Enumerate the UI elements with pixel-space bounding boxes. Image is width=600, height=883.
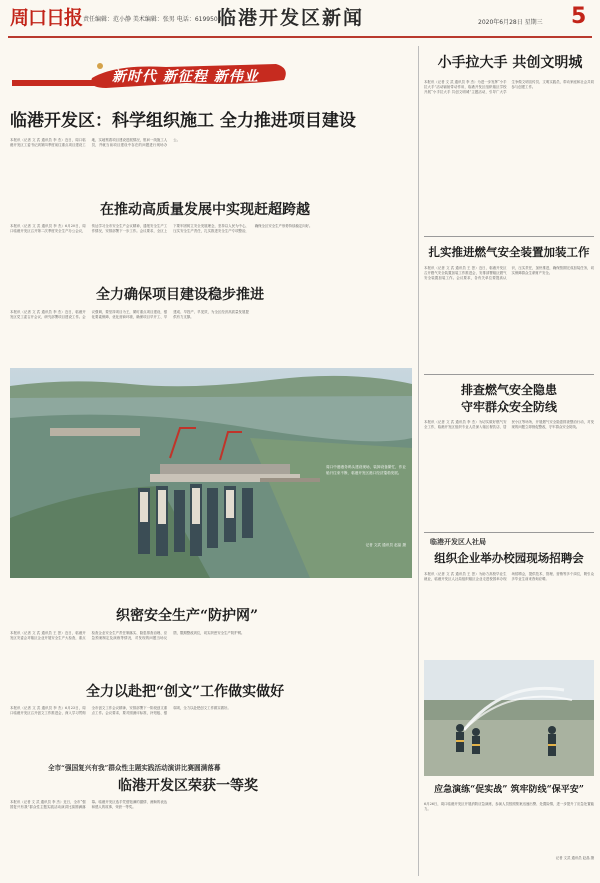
fire-drill-illustration	[424, 660, 594, 776]
section-title: 临港开发区新闻	[217, 7, 365, 29]
port-photo	[10, 368, 412, 578]
banner-red-tab	[12, 80, 108, 86]
article-5-headline: 临港开发区荣获一等奖	[118, 778, 258, 794]
article-1-body: 本报讯（记者 文 武 通讯员 李 杰）6月20日，周口临港开发区召开第二次季度安全生产办公会议，传达学习全市安全生产会议精神，通报安全生产工作情况，安排部署下一步工作。会议要求，全区上下要牢固树立安全发展理念，坚持以人民为中心，压实安全生产责任，扎实推进安全生产专项整治，确保全区安全生产形势持续稳定向好。	[10, 224, 313, 233]
right-2-headline: 扎实推进燃气安全装置加装工作	[428, 245, 590, 259]
right-4-kicker: 临港开发区人社局	[430, 537, 486, 546]
article-1-headline: 在推动高质量发展中实现赶超跨越	[100, 202, 310, 218]
right-4-headline: 组织企业举办校园现场招聘会	[434, 551, 584, 565]
masthead-meta: 责任编辑：范小静 美术编辑：张男 电话：6199503	[83, 16, 222, 23]
article-5-kicker: 全市“强国复兴有我”群众性主题实践活动演讲比赛圆满落幕	[48, 764, 221, 772]
article-2-headline: 全力确保项目建设稳步推进	[96, 287, 264, 303]
masthead-rule	[8, 36, 592, 38]
slogan-banner	[86, 58, 292, 92]
right-3-body: 本报讯（记者 文 武 通讯员 李 杰）为切实做好燃气安全工作，临港开发区组织专业人员深入辖区餐饮店、居民小区等场所，开展燃气安全隐患排查整治行动，对发现的问题立即督促整改，守牢群众安全防线。	[424, 420, 594, 429]
photo-caption: 周口中港港务码头建设现场，装卸设备繁忙，作业船只往来不断，临港开发区港口经济蓬勃发展。	[326, 465, 406, 475]
right-photo-credit: 记者 文武 通讯员 赵晶 摄	[555, 856, 594, 860]
masthead-logo: 周口日报	[10, 7, 83, 29]
right-photo-body: 6月26日，周口临港开发区开展消防应急演练，参演人员按照预案迅速出警、处置险情，进一步提升了应急处置能力。	[424, 802, 594, 811]
issue-date: 2020年6月28日 星期三	[478, 19, 543, 26]
lead-headline: 临港开发区：科学组织施工 全力推进项目建设	[10, 111, 356, 131]
right-3-headline: 排查燃气安全隐患 守牢群众安全防线	[460, 383, 557, 414]
page-number: 5	[571, 4, 587, 29]
right-4-body: 本报讯（记者 文 武 通讯员 王 荟）为助力高校毕业生就业，临港开发区人社局组织辖区企业走进校园举办现场招聘会，提供技术、管理、营销等多个岗位，吸引众多毕业生前来咨询应聘。	[424, 572, 594, 581]
right-rule-3	[424, 532, 594, 533]
article-4-body: 本报讯（记者 文 武 通讯员 李 杰）6月23日，周口临港开发区召开创文工作推进会，深入学习贯彻全市创文工作会议精神，安排部署下一阶段创文重点工作。会议要求，要对照测评标准，补短板、强弱项，全力以赴把创文工作做实做好。	[10, 706, 231, 715]
right-photo-caption: 应急演练“促实战” 筑牢防线“保平安”	[434, 785, 584, 795]
lead-body: 本报讯（记者 文 武 通讯员 李 杰）近日，周口临港开发区工委书记到第四季度前往重点项目建设工地，实地察看项目建设进展情况，慰问一线施工人员，并就当前项目建设中存在的问题进行现场办公。	[10, 138, 180, 147]
right-rule-2	[424, 374, 594, 375]
article-2-body: 本报讯（记者 文 武 通讯员 李 杰）近日，临港开发区党工委召开会议，研究部署项目建设工作。会议强调，要坚持项目为王，紧盯重点项目建设，强化要素保障，优化营商环境，确保项目早开工、早建成、早投产、早见效，为全区经济高质量发展提供有力支撑。	[10, 310, 249, 319]
article-5-body: 本报讯（记者 文 武 通讯员 李 杰）近日，全市“强国复兴有我”群众性主题实践活动演讲比赛圆满落幕。临港开发区选手凭借饱满的激情、流畅的表达和感人的故事，荣获一等奖。	[10, 800, 168, 809]
photo-caption-box	[326, 464, 406, 564]
article-4-headline: 全力以赴把“创文”工作做实做好	[86, 684, 285, 700]
column-divider	[418, 46, 419, 876]
right-1-body: 本报讯（记者 文 武 通讯员 李 杰）为进一步发挥“小手拉大手”活动辐射带动作用，临港开发区组织辖区学校开展“小手拉大手 共创文明城”主题活动，引导广大学生争做文明宣传员、文明实践员，带动家庭和社会共同参与创建工作。	[424, 80, 594, 94]
photo-credit: 记者 文武 通讯员 赵晶 摄	[365, 543, 406, 547]
drill-photo	[424, 660, 594, 776]
slogan-text: 新时代 新征程 新伟业	[112, 69, 259, 85]
masthead	[0, 0, 600, 46]
right-rule-1	[424, 236, 594, 237]
right-1-headline: 小手拉大手 共创文明城	[437, 55, 583, 71]
article-3-body: 本报讯（记者 文 武 通讯员 王 荟）近日，临港开发区安委会对辖区企业开展安全生产大检查，重点检查企业安全生产责任制落实、隐患排查治理、应急预案制定及演练等情况，对发现的问题当场反馈，限期整改到位，切实织密安全生产防护网。	[10, 631, 245, 640]
article-3-headline: 织密安全生产“防护网”	[116, 608, 259, 624]
right-2-body: 本报讯（记者 文 武 通讯员 王 荟）近日，临港开发区召开燃气安全装置加装工作推进会，安排部署辖区燃气安全装置加装工作。会议要求，各有关单位要提高认识，压实责任，加快推进，确保按期完成加装任务，切实保障群众生命财产安全。	[424, 266, 594, 280]
